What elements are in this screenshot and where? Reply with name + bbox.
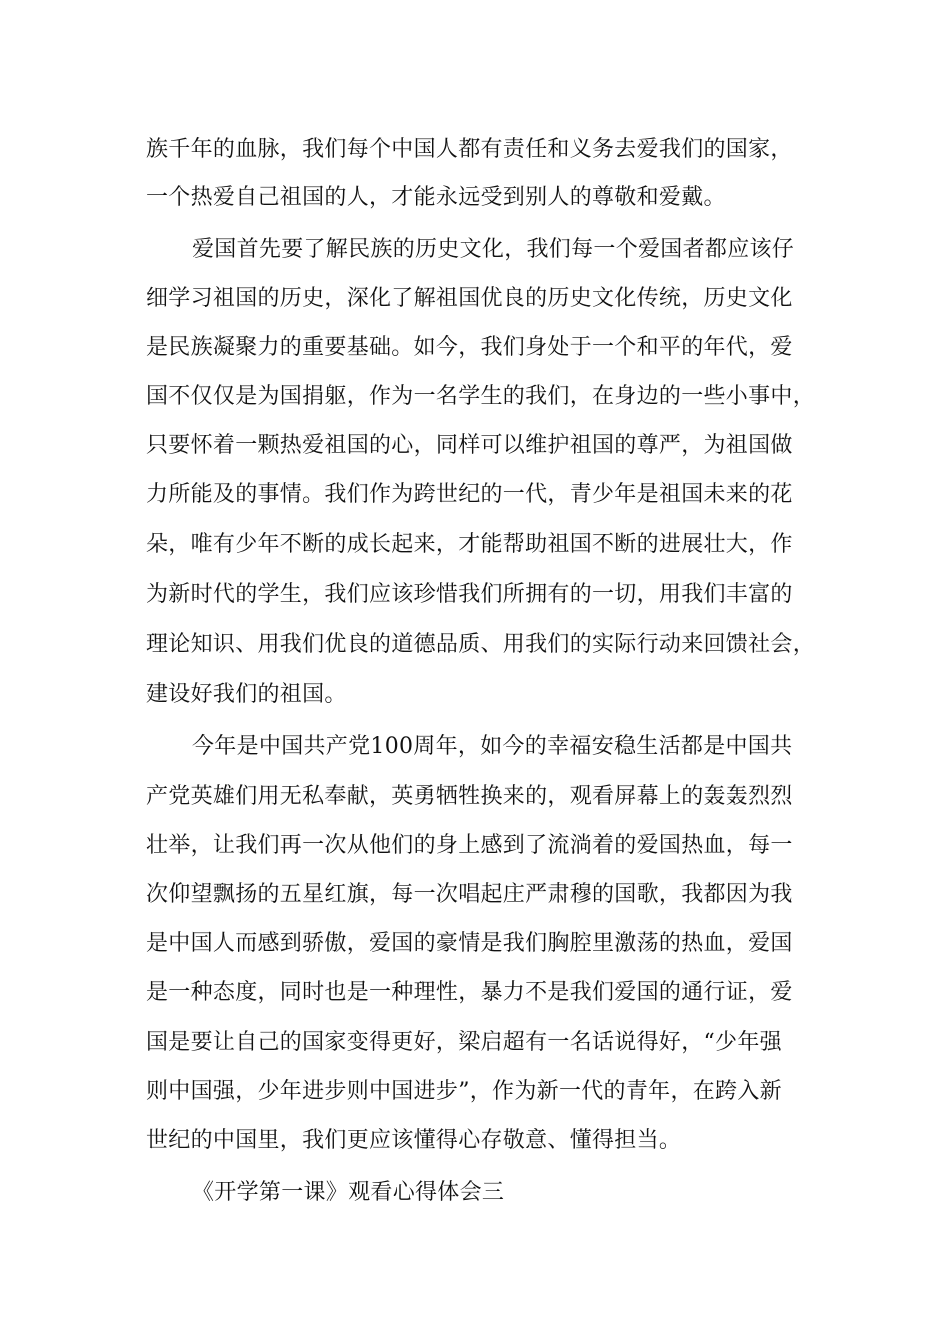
paragraph-3-line-1: 今年是中国共产党100周年，如今的幸福安稳生活都是中国共 — [192, 734, 793, 759]
paragraph-2-line-4: 国不仅仅是为国捐躯，作为一名学生的我们，在身边的一些小事中， — [146, 384, 816, 409]
paragraph-2-line-3: 是民族凝聚力的重要基础。如今，我们身处于一个和平的年代，爱 — [146, 335, 793, 360]
paragraph-3-line-5: 是中国人而感到骄傲，爱国的豪情是我们胸腔里激荡的热血，爱国 — [146, 931, 793, 956]
paragraph-2-line-5: 只要怀着一颗热爱祖国的心，同样可以维护祖国的尊严，为祖国做 — [146, 433, 793, 458]
paragraph-2-line-6: 力所能及的事情。我们作为跨世纪的一代，青少年是祖国未来的花 — [146, 482, 793, 507]
paragraph-2-line-2: 细学习祖国的历史，深化了解祖国优良的历史文化传统，历史文化 — [146, 286, 793, 311]
paragraph-3-line-2: 产党英雄们用无私奉献，英勇牺牲换来的，观看屏幕上的轰轰烈烈 — [146, 784, 793, 809]
paragraph-2-line-7: 朵，唯有少年不断的成长起来，才能帮助祖国不断的进展壮大，作 — [146, 532, 793, 557]
paragraph-3-line-8: 则中国强，少年进步则中国进步”，作为新一代的青年，在跨入新 — [146, 1079, 782, 1104]
text-line-2: 一个热爱自己祖国的人，才能永远受到别人的尊敬和爱戴。 — [146, 185, 726, 210]
paragraph-2-line-1: 爱国首先要了解民族的历史文化，我们每一个爱国者都应该仔 — [192, 237, 795, 262]
paragraph-3-line-4: 次仰望飘扬的五星红旗，每一次唱起庄严肃穆的国歌，我都因为我 — [146, 882, 793, 907]
paragraph-3-line-6: 是一种态度，同时也是一种理性，暴力不是我们爱国的通行证，爱 — [146, 980, 793, 1005]
paragraph-3-line-7: 国是要让自己的国家变得更好，梁启超有一名话说得好，“少年强 — [146, 1030, 782, 1055]
paragraph-3-line-9: 世纪的中国里，我们更应该懂得心存敬意、懂得担当。 — [146, 1128, 682, 1153]
paragraph-3-line-3: 壮举，让我们再一次从他们的身上感到了流淌着的爱国热血，每一 — [146, 833, 793, 858]
text-line-1: 族千年的血脉，我们每个中国人都有责任和义务去爱我们的国家， — [146, 137, 793, 162]
paragraph-2-line-8: 为新时代的学生，我们应该珍惜我们所拥有的一切，用我们丰富的 — [146, 582, 793, 607]
paragraph-2-line-9: 理论知识、用我们优良的道德品质、用我们的实际行动来回馈社会， — [146, 632, 816, 657]
section-heading: 《开学第一课》观看心得体会三 — [192, 1180, 505, 1205]
paragraph-2-line-10: 建设好我们的祖国。 — [146, 682, 347, 707]
